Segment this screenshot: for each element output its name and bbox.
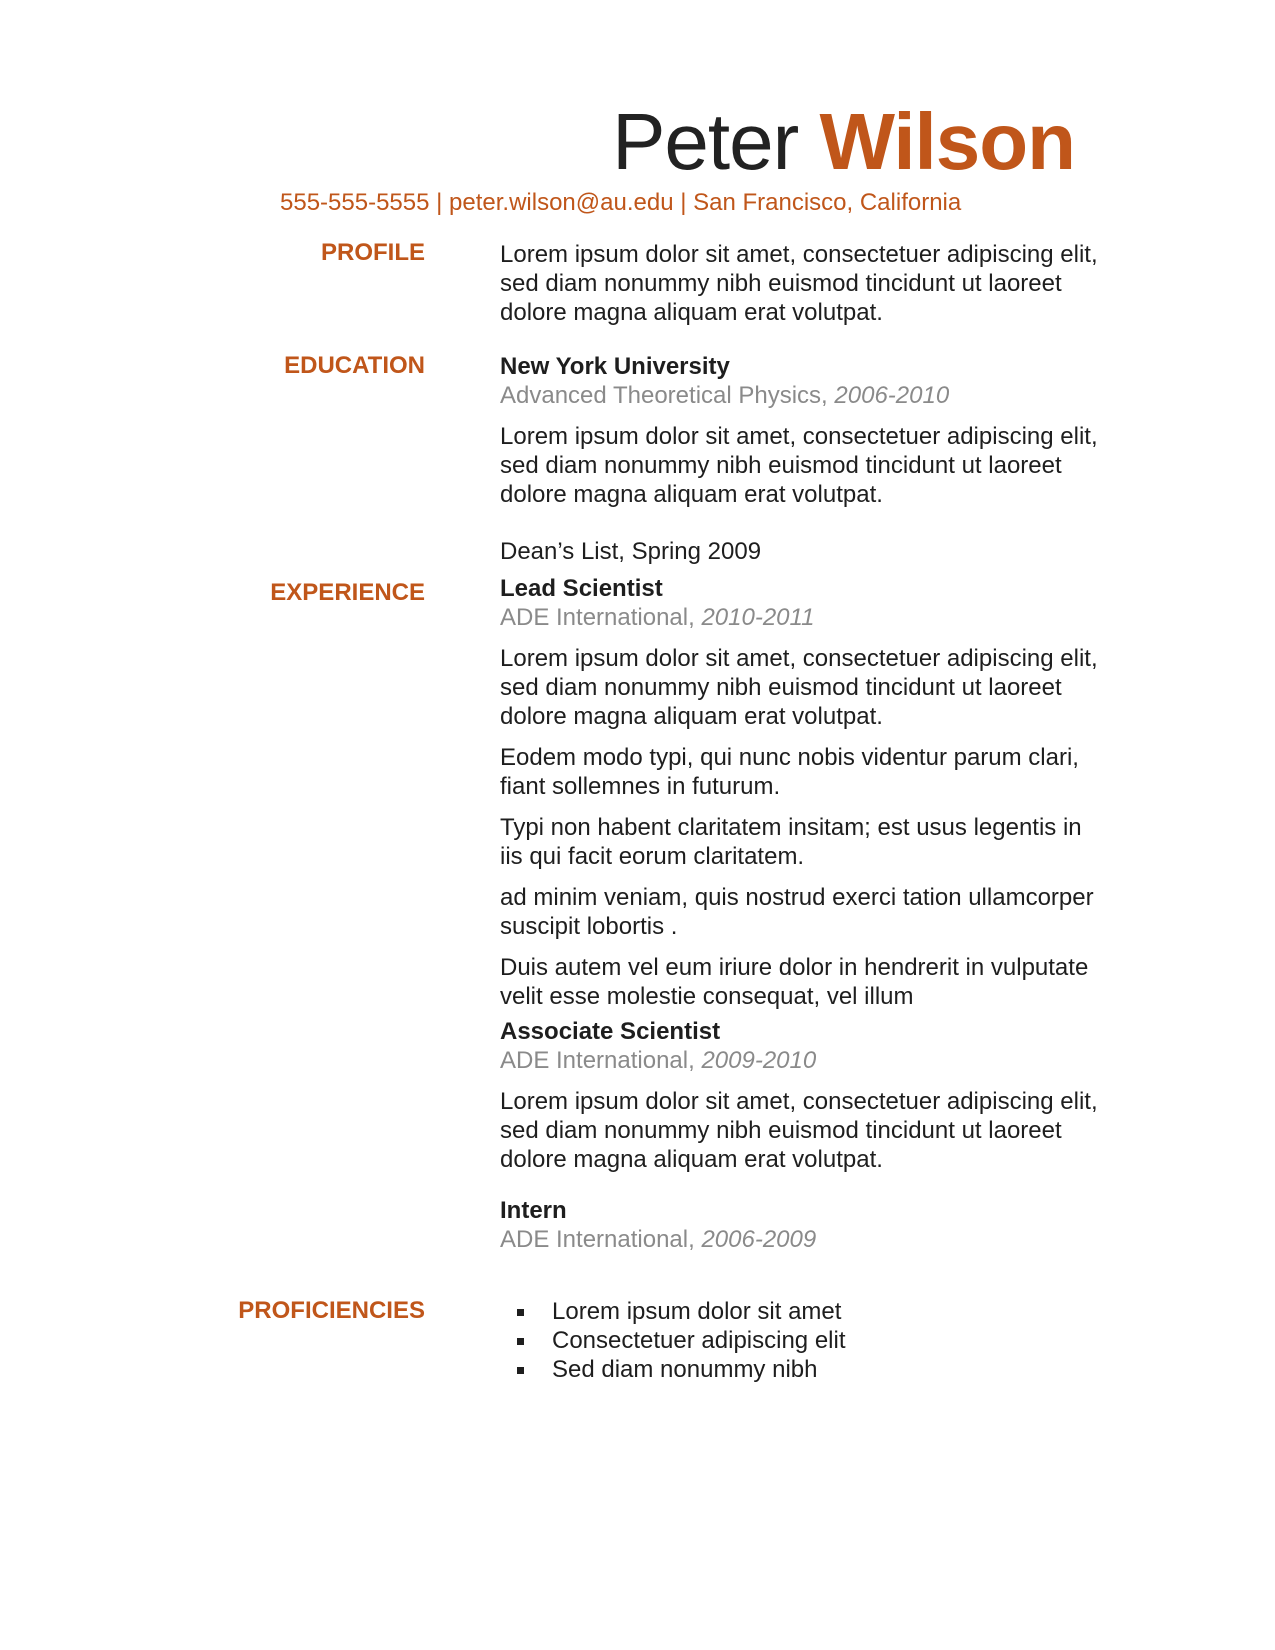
education-heading: EDUCATION	[284, 352, 425, 379]
proficiency-text: Sed diam nonummy nibh	[552, 1356, 818, 1383]
job-company-line	[500, 603, 1100, 632]
profile-text: Lorem ipsum dolor sit amet, consectetuer adipiscing elit, sed diam nonummy nibh euismod tincidunt ut laoreet dolore magna aliquam erat volutpat.	[500, 241, 1098, 326]
job-paragraph: ad minim veniam, quis nostrud exerci tation ullamcorper suscipit lobortis .	[500, 884, 1094, 940]
school-name: New York University	[500, 353, 730, 380]
education-years: 2006-2010	[834, 382, 950, 409]
last-name: Wilson	[819, 97, 1075, 186]
job-company-line	[500, 1046, 1100, 1075]
job-company: ADE International,	[500, 604, 695, 631]
proficiencies-list	[500, 1297, 1100, 1384]
education-section	[500, 352, 1100, 566]
degree: Advanced Theoretical Physics,	[500, 382, 828, 409]
job-title: Intern	[500, 1197, 567, 1224]
profile-heading: PROFILE	[320, 239, 425, 266]
job-paragraph: Lorem ipsum dolor sit amet, consectetuer adipiscing elit, sed diam nonummy nibh euismod tincidunt ut laoreet dolore magna aliquam erat volutpat.	[500, 645, 1098, 730]
education-honor: Dean’s List, Spring 2009	[500, 538, 762, 565]
job-company: ADE International,	[500, 1226, 695, 1253]
job-entry	[500, 574, 1100, 1011]
job-company-line	[500, 1225, 1100, 1254]
job-paragraph: Duis autem vel eum iriure dolor in hendrerit in vulputate velit esse molestie consequat, vel illum	[500, 954, 1089, 1010]
list-item	[500, 1355, 1100, 1384]
job-title: Associate Scientist	[500, 1018, 721, 1045]
bullet-icon	[517, 1309, 524, 1316]
job-paragraph: Lorem ipsum dolor sit amet, consectetuer adipiscing elit, sed diam nonummy nibh euismod tincidunt ut laoreet dolore magna aliquam erat volutpat.	[500, 1088, 1098, 1173]
job-paragraph: Typi non habent claritatem insitam; est usus legentis in iis qui facit eorum claritatem.	[500, 814, 1082, 870]
proficiencies-heading: PROFICIENCIES	[238, 1297, 425, 1324]
contact-line: 555-555-5555 | peter.wilson@au.edu | San Francisco, California	[280, 189, 962, 216]
degree-line	[500, 381, 1100, 410]
job-years: 2010-2011	[701, 604, 815, 631]
job-entry	[500, 1017, 1100, 1174]
job-paragraph: Eodem modo typi, qui nunc nobis videntur parum clari, fiant sollemnes in futurum.	[500, 744, 1079, 800]
job-entry	[500, 1196, 1100, 1254]
resume-name	[612, 92, 1075, 192]
job-company: ADE International,	[500, 1047, 695, 1074]
bullet-icon	[517, 1367, 524, 1374]
proficiencies-section	[500, 1297, 1100, 1384]
education-text: Lorem ipsum dolor sit amet, consectetuer adipiscing elit, sed diam nonummy nibh euismod tincidunt ut laoreet dolore magna aliquam erat volutpat.	[500, 423, 1098, 508]
profile-section	[500, 240, 1100, 327]
list-item	[500, 1297, 1100, 1326]
job-years: 2006-2009	[701, 1226, 817, 1253]
job-title: Lead Scientist	[500, 575, 663, 602]
job-years: 2009-2010	[701, 1047, 817, 1074]
first-name: Peter	[612, 97, 799, 186]
experience-heading: EXPERIENCE	[270, 579, 425, 606]
bullet-icon	[517, 1338, 524, 1345]
proficiency-text: Consectetuer adipiscing elit	[552, 1327, 846, 1354]
list-item	[500, 1326, 1100, 1355]
proficiency-text: Lorem ipsum dolor sit amet	[552, 1298, 842, 1325]
